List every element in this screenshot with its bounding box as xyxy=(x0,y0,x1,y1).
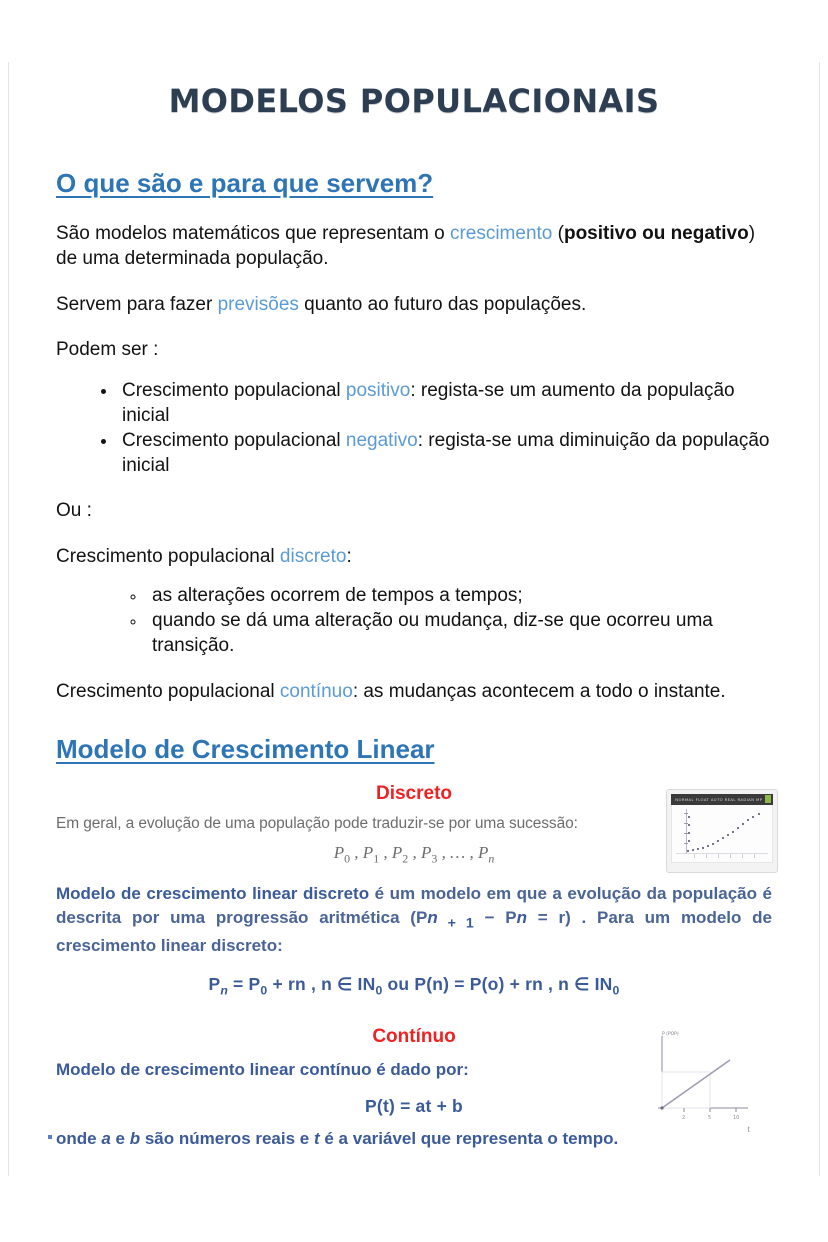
y-tick xyxy=(684,813,688,814)
paragraph-definicao xyxy=(56,221,772,272)
text-fragment: − P xyxy=(473,908,517,928)
data-point xyxy=(688,824,690,826)
paragraph-modelo-discreto: Modelo de crescimento linear discreto é um modelo em que a evolução da população é descrita por uma progressão aritmética (Pn $_{+ 1}$ − Pn = r) . Para um modelo de crescimento linear discreto: xyxy=(56,884,772,955)
data-point xyxy=(717,840,719,842)
label-continuo: Contínuo xyxy=(372,1025,456,1047)
text-fragment: Crescimento populacional xyxy=(122,380,346,402)
text-fragment: : xyxy=(346,545,352,567)
line-graph-figure xyxy=(648,1030,756,1134)
list-item: ◦ as alterações ocorrem de tempos a tempos; xyxy=(146,583,772,608)
math-block-continuo xyxy=(56,1026,772,1149)
text-fragment: é um modelo em que a evolução da população é descrita por uma progressão aritmética (P xyxy=(56,884,772,928)
accent-discreto: discreto xyxy=(279,545,347,567)
calculator-menu-text: NORMAL FLOAT AUTO REAL RADIAN MP xyxy=(675,797,763,802)
data-point xyxy=(688,816,690,818)
accent-positivo: positivo xyxy=(345,380,411,402)
data-point xyxy=(692,849,694,851)
accent-continuo: contínuo xyxy=(279,680,353,702)
paragraph-onde-a-b xyxy=(56,1129,772,1149)
paragraph-previsoes xyxy=(56,292,772,317)
data-point xyxy=(752,816,754,818)
battery-icon xyxy=(765,795,771,803)
section-heading-modelo-linear: Modelo de Crescimento Linear xyxy=(56,733,435,764)
data-point xyxy=(697,848,699,850)
text-fragment: = r) . Para um modelo de crescimento linear discreto: xyxy=(56,908,772,955)
svg-text:5: 5 xyxy=(708,1114,712,1121)
section-heading-o-que-sao: O que são e para que servem? xyxy=(56,168,434,198)
paragraph-podem-ser: Podem ser : xyxy=(56,338,159,360)
y-tick xyxy=(684,843,688,844)
line-graph-svg xyxy=(648,1030,756,1130)
accent-negativo: negativo xyxy=(345,430,418,452)
formula-linear-continuo: P(t) = at + b xyxy=(365,1095,463,1116)
calculator-screen-figure xyxy=(666,789,778,873)
text-fragment: ( xyxy=(552,223,564,244)
x-tick xyxy=(718,854,719,858)
paragraph-ou: Ou : xyxy=(56,500,92,522)
graph-x-axis-label: t xyxy=(747,1123,750,1134)
svg-text:10: 10 xyxy=(733,1114,740,1121)
x-tick xyxy=(694,854,695,858)
text-fragment: ) de uma determinada população. xyxy=(56,223,756,270)
text-fragment: Crescimento populacional xyxy=(56,545,280,567)
text-fragment: : as mudanças acontecem a todo o instante. xyxy=(352,680,726,702)
data-point xyxy=(737,827,739,829)
data-point xyxy=(688,840,690,842)
paragraph-continuo xyxy=(56,679,772,704)
formula-text: $P_0$ , $P_1$ , $P_2$ , $P_3$ , … , $P_n$ xyxy=(333,842,495,866)
list-item xyxy=(118,428,772,478)
text-fragment: onde xyxy=(56,1128,102,1148)
variable-t: t xyxy=(313,1128,320,1148)
page-title: MODELOS POPULACIONAIS xyxy=(168,82,660,120)
data-point xyxy=(732,831,734,833)
text-fragment: e xyxy=(110,1128,130,1148)
x-tick xyxy=(754,854,755,858)
math-block-discreto xyxy=(56,783,772,998)
graph-y-axis-label: P (POP) xyxy=(662,1031,679,1037)
list-item xyxy=(118,378,772,428)
bold-lead: Modelo de crescimento linear discreto xyxy=(56,884,370,904)
accent-previsoes: previsões xyxy=(217,293,299,315)
text-fragment: é a variável que representa o tempo. xyxy=(319,1128,619,1148)
data-point xyxy=(702,847,704,849)
list-tipos-crescimento xyxy=(56,378,772,478)
calculator-menu-bar xyxy=(671,794,773,805)
text-fragment: Servem para fazer xyxy=(56,293,218,315)
x-tick xyxy=(730,854,731,858)
text-fragment: : regista-se um aumento da população inicial xyxy=(122,380,735,427)
data-point xyxy=(747,819,749,821)
data-point xyxy=(742,823,744,825)
text-fragment: São modelos matemáticos que representam o xyxy=(56,223,450,244)
data-point xyxy=(687,850,689,852)
svg-text:2: 2 xyxy=(682,1114,686,1121)
data-point xyxy=(712,843,714,845)
text-fragment: é dado por: xyxy=(371,1059,469,1079)
formula-progressao-aritmetica: $P_n = P_0$ + rn , n ∈ $IN_0$ ou P(n) = P(o) + rn , n ∈ $IN_0$ xyxy=(208,974,620,998)
bold-lead: Modelo de crescimento linear contínuo xyxy=(56,1059,372,1079)
x-tick xyxy=(742,854,743,858)
formula-sucessao xyxy=(56,843,772,866)
text-fragment: Crescimento populacional xyxy=(56,680,280,702)
paragraph-discreto xyxy=(56,544,772,569)
x-tick xyxy=(706,854,707,858)
data-point xyxy=(688,832,690,834)
variable-b: b xyxy=(129,1128,141,1148)
label-discreto: Discreto xyxy=(375,782,453,804)
y-axis-line xyxy=(686,809,687,854)
calculator-plot-area xyxy=(671,805,773,863)
variable-a: a xyxy=(101,1128,111,1148)
decorative-dot xyxy=(48,1135,52,1139)
accent-crescimento: crescimento xyxy=(449,223,553,244)
text-fragment: Crescimento populacional xyxy=(122,430,346,452)
data-point xyxy=(758,813,760,815)
text-em-geral: Em geral, a evolução de uma população pode traduzir-se por uma sucessão: xyxy=(56,814,578,832)
data-point xyxy=(707,845,709,847)
list-item: ◦ quando se dá uma alteração ou mudança, diz-se que ocorreu uma transição. xyxy=(146,608,772,659)
bold-positivo-negativo: positivo ou negativo xyxy=(563,223,749,244)
text-fragment: quanto ao futuro das populações. xyxy=(298,293,587,315)
data-point xyxy=(722,837,724,839)
text-fragment: : regista-se uma diminuição da população inicial xyxy=(122,430,770,477)
text-fragment: são números reais e xyxy=(140,1128,314,1148)
list-caracteristicas-discreto xyxy=(56,583,772,659)
data-point xyxy=(727,834,729,836)
